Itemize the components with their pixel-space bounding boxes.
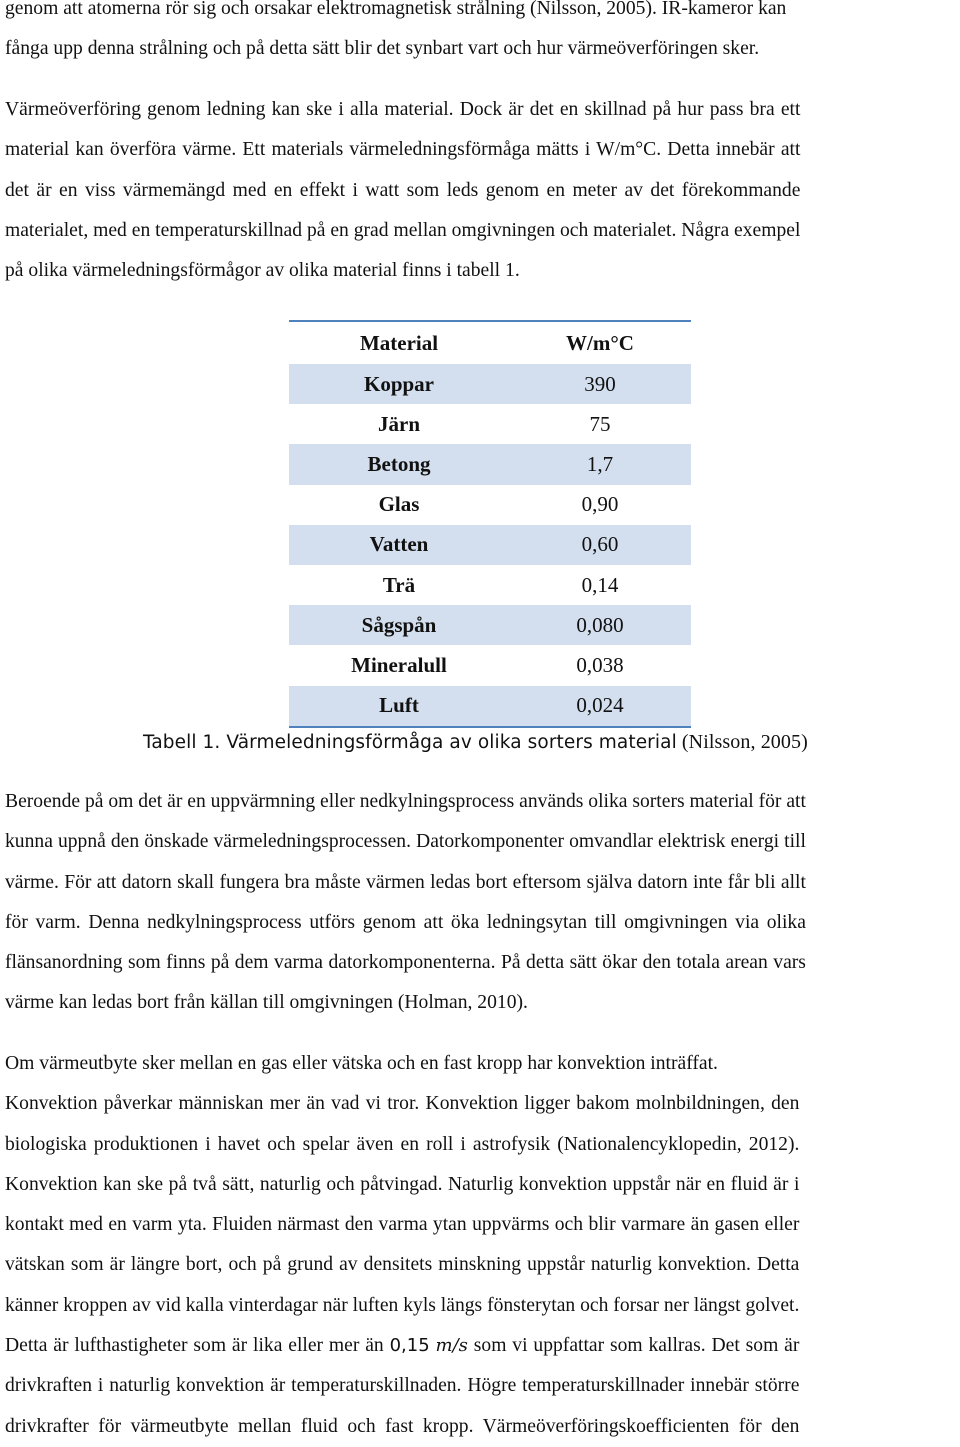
text-segment: som vi uppfattar som kallras. Det som är: [467, 1335, 800, 1357]
text-line: vätskan som är längre bort, och på grund av densitets minskning uppstår naturlig konvektion. Detta: [5, 1254, 800, 1276]
material-name: Sågspån: [289, 605, 509, 645]
material-name: Mineralull: [351, 652, 447, 677]
text-line: flänsanordning som finns på dem varma datorkomponenterna. På detta sätt ökar den totala arean vars: [5, 952, 806, 974]
conductivity-value: 0,024: [509, 686, 691, 727]
material-name: Trä: [382, 572, 416, 597]
text-line: kunna uppnå den önskade värmeledningsprocessen. Datorkomponenter omvandlar elektrisk energi till: [5, 831, 806, 853]
text-line: drivkraften i naturlig konvektion är temperaturskillnaden. Högre temperaturskillnader innebär större: [5, 1375, 800, 1397]
text-line: känner kroppen av vid kalla vinterdagar när luften kyls längs fönsterytan och forsar ner längst golvet.: [5, 1294, 800, 1316]
conductivity-value: 75: [589, 411, 611, 436]
material-name: Järn: [378, 411, 420, 436]
conductivity-value: 0,14: [581, 572, 619, 597]
table-row: [289, 605, 691, 645]
conductivity-value: 0,080: [509, 605, 691, 645]
text-line: materialet, med en temperaturskillnad på en grad mellan omgivningen och materialet. Några exempel: [5, 219, 801, 241]
conductivity-value: 0,60: [509, 525, 691, 565]
text-line: genom att atomerna rör sig och orsakar elektromagnetisk strålning (Nilsson, 2005). IR-kameror kan: [5, 0, 787, 19]
table-row: [289, 565, 691, 605]
table-row: [289, 525, 691, 565]
material-name: Vatten: [289, 525, 509, 565]
text-line: Konvektion kan ske på två sätt, naturlig och påtvingad. Naturlig konvektion uppstår när en fluid är i: [5, 1173, 800, 1195]
table-row: [289, 485, 691, 525]
material-name: Luft: [289, 686, 509, 727]
conductivity-table: [289, 320, 691, 728]
column-header-material: Material: [289, 321, 509, 364]
caption-label: Tabell 1. Värmeledningsförmåga av olika sorters material: [143, 732, 677, 753]
math-number: 0,15: [389, 1335, 430, 1357]
paragraph-convection: [5, 1044, 799, 1447]
table-row: [289, 686, 691, 727]
paragraph-cooling: [5, 782, 806, 1024]
table-row: [289, 645, 691, 685]
material-name: Glas: [378, 492, 420, 517]
paragraph-ir-radiation: [5, 0, 786, 70]
text-line: för varm. Denna nedkylningsprocess utförs genom att öka ledningsytan till omgivningen via olika: [5, 911, 806, 933]
conductivity-value: 390: [509, 364, 691, 404]
text-line: på olika värmeledningsförmågor av olika material finns i tabell 1.: [5, 260, 520, 282]
text-line: material kan överföra värme. Ett materials värmeledningsförmåga mätts i W/m°C. Detta innebär att: [5, 139, 801, 161]
column-header-unit: W/m°C: [509, 321, 691, 364]
text-line: värme kan ledas bort från källan till omgivningen (Holman, 2010).: [5, 992, 528, 1014]
material-name: Koppar: [289, 364, 509, 404]
table-row: [289, 444, 691, 484]
table-header-row: [289, 321, 691, 364]
table-row: [289, 364, 691, 404]
text-line-with-math: [5, 1326, 799, 1366]
text-line: biologiska produktionen i havet och spelar även en roll i astrofysik (Nationalencyklopedin, 2012).: [5, 1133, 800, 1155]
text-segment: Detta är lufthastigheter som är lika eller mer än: [5, 1335, 390, 1357]
text-line: Beroende på om det är en uppvärmning eller nedkylningsprocess används olika sorters material för att: [5, 791, 806, 812]
text-line: Värmeöverföring genom ledning kan ske i alla material. Dock är det en skillnad på hur pass bra ett: [5, 99, 801, 120]
math-unit: m/s: [435, 1335, 468, 1357]
text-line: kontakt med en varm yta. Fluiden närmast den varma ytan uppvärms och blir varmare än gasen eller: [5, 1214, 800, 1236]
caption-citation: (Nilsson, 2005): [676, 731, 808, 753]
material-name: Betong: [289, 444, 509, 484]
paragraph-conduction: [5, 90, 800, 291]
text-line: drivkrafter för värmeutbyte mellan fluid och fast kropp. Värmeöverföringskoefficienten för den: [5, 1415, 800, 1437]
text-line: fånga upp denna strålning och på detta sätt blir det synbart vart och hur värmeöverföringen sker.: [5, 38, 760, 60]
text-line: värme. För att datorn skall fungera bra måste värmen ledas bort eftersom själva datorn inte får bli allt: [5, 871, 806, 893]
conductivity-value: 0,038: [576, 652, 624, 677]
text-line: Konvektion påverkar människan mer än vad vi tror. Konvektion ligger bakom molnbildningen, den: [5, 1093, 800, 1115]
table-caption: [143, 728, 808, 757]
conductivity-value: 1,7: [509, 444, 691, 484]
table-row: [289, 404, 691, 444]
conductivity-value: 0,90: [581, 492, 619, 517]
text-line: Om värmeutbyte sker mellan en gas eller vätska och en fast kropp har konvektion inträffat.: [5, 1053, 718, 1074]
conductivity-table-container: [289, 320, 691, 728]
text-line: det är en viss värmemängd med en effekt i watt som leds genom en meter av det förekommande: [5, 179, 801, 201]
